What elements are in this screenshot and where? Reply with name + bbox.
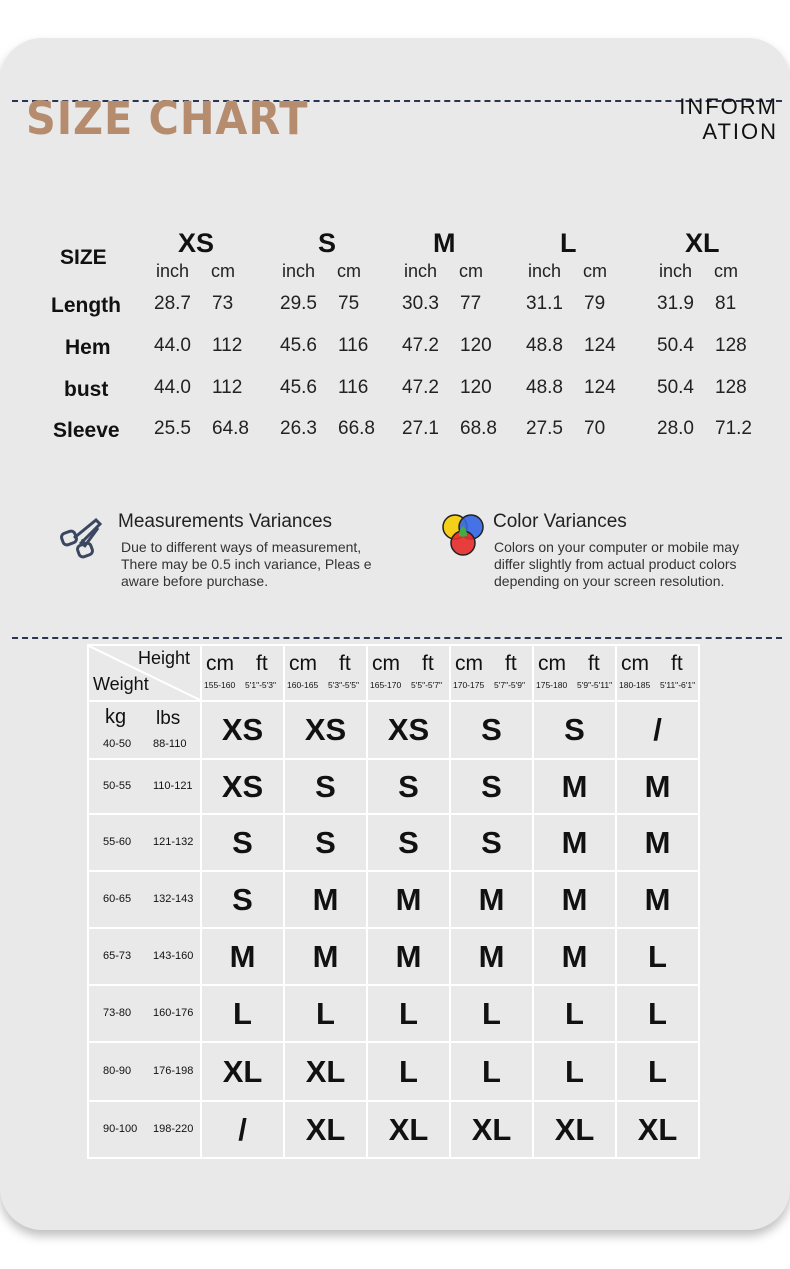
size-column-header: M xyxy=(433,228,456,258)
recommended-size-cell: XL xyxy=(201,1042,284,1101)
color-text-line: Colors on your computer or mobile may xyxy=(494,539,740,555)
measurement-row-label: Hem xyxy=(65,336,111,359)
recommended-size-cell: L xyxy=(450,985,533,1042)
recommended-size-cell: L xyxy=(367,985,450,1042)
height-ft-range: 5'1"-5'3" xyxy=(245,680,277,690)
recommended-size-cell: S xyxy=(450,759,533,814)
measurement-cm-value: 71.2 xyxy=(715,418,752,439)
weight-range-cell xyxy=(88,1101,201,1158)
unit-cm-label: cm xyxy=(583,261,607,281)
weight-row xyxy=(88,871,699,928)
recommended-size-cell: S xyxy=(284,814,367,871)
measurement-row-label: Length xyxy=(51,294,121,317)
recommended-size-cell: M xyxy=(450,871,533,928)
measurement-cm-value: 124 xyxy=(584,377,616,398)
height-cm-range: 165-170 xyxy=(370,680,402,690)
size-header-label: SIZE xyxy=(60,246,107,269)
measurement-cm-value: 120 xyxy=(460,335,492,356)
recommended-size-cell: XL xyxy=(284,1042,367,1101)
recommended-size-cell: XS xyxy=(284,701,367,759)
height-cm-range: 175-180 xyxy=(536,680,568,690)
measurement-text-line: aware before purchase. xyxy=(121,573,269,589)
weight-range-cell xyxy=(88,759,201,814)
measurement-cm-value: 79 xyxy=(584,293,606,314)
measurement-inch-value: 31.9 xyxy=(657,293,694,314)
weight-kg-range: 55-60 xyxy=(103,836,132,848)
measurement-cm-value: 70 xyxy=(584,418,606,439)
measurement-row-label: Sleeve xyxy=(53,419,120,442)
recommended-size-cell: L xyxy=(616,928,699,985)
measurement-inch-value: 28.0 xyxy=(657,418,694,439)
recommended-size-cell: L xyxy=(367,1042,450,1101)
recommended-size-cell: XL xyxy=(533,1101,616,1158)
weight-lbs-range: 132-143 xyxy=(153,893,194,905)
recommended-size-cell: XL xyxy=(616,1101,699,1158)
unit-ft-label: ft xyxy=(588,652,600,675)
color-variances-title: Color Variances xyxy=(493,511,627,532)
measurement-inch-value: 28.7 xyxy=(154,293,191,314)
weight-kg-range: 73-80 xyxy=(103,1007,132,1019)
height-ft-range: 5'11"-6'1" xyxy=(660,680,696,690)
measurement-row-label: bust xyxy=(64,378,109,401)
measurement-cm-value: 68.8 xyxy=(460,418,497,439)
height-ft-range: 5'7"-5'9" xyxy=(494,680,526,690)
scissors-icon xyxy=(56,514,106,564)
weight-row xyxy=(88,759,699,814)
height-cm-range: 160-165 xyxy=(287,680,319,690)
weight-kg-range: 65-73 xyxy=(103,950,132,962)
measurement-cm-value: 124 xyxy=(584,335,616,356)
measurement-inch-value: 30.3 xyxy=(402,293,439,314)
recommended-size-cell: XL xyxy=(284,1101,367,1158)
recommended-size-cell: XS xyxy=(201,759,284,814)
unit-lbs-label: lbs xyxy=(156,708,181,729)
weight-kg-range: 60-65 xyxy=(103,893,132,905)
weight-lbs-range: 198-220 xyxy=(153,1123,194,1135)
unit-inch-label: inch xyxy=(282,261,316,281)
page-title: SIZE CHART xyxy=(26,92,309,145)
recommended-size-cell: S xyxy=(367,814,450,871)
measurement-inch-value: 44.0 xyxy=(154,377,191,398)
recommended-size-cell: M xyxy=(533,928,616,985)
recommended-size-cell: / xyxy=(201,1101,284,1158)
unit-cm-label: cm xyxy=(455,652,483,675)
recommended-size-cell: M xyxy=(533,759,616,814)
measurement-inch-value: 50.4 xyxy=(657,335,694,356)
weight-lbs-range: 143-160 xyxy=(153,950,194,962)
weight-label: Weight xyxy=(93,674,149,694)
unit-cm-label: cm xyxy=(337,261,361,281)
height-label: Height xyxy=(138,648,191,668)
height-column-header xyxy=(616,645,699,701)
recommended-size-cell: / xyxy=(616,701,699,759)
height-column-header xyxy=(201,645,284,701)
weight-kg-range: 40-50 xyxy=(103,738,132,750)
color-variances-text xyxy=(494,539,739,590)
recommended-size-cell: M xyxy=(616,871,699,928)
unit-cm-label: cm xyxy=(459,261,483,281)
weight-row xyxy=(88,1042,699,1101)
recommended-size-cell: XL xyxy=(450,1101,533,1158)
measurement-cm-value: 116 xyxy=(338,377,369,398)
height-ft-range: 5'9"-5'11" xyxy=(577,680,613,690)
unit-ft-label: ft xyxy=(505,652,517,675)
unit-ft-label: ft xyxy=(256,652,268,675)
weight-row xyxy=(88,814,699,871)
information-line-1: INFORM xyxy=(679,94,778,119)
height-column-header xyxy=(367,645,450,701)
height-cm-range: 170-175 xyxy=(453,680,485,690)
weight-range-cell xyxy=(88,1042,201,1101)
recommended-size-cell: M xyxy=(533,871,616,928)
measurement-variances-text xyxy=(121,539,372,590)
measurement-cm-value: 75 xyxy=(338,293,360,314)
measurement-inch-value: 44.0 xyxy=(154,335,191,356)
measurement-cm-value: 128 xyxy=(715,335,747,356)
weight-range-cell xyxy=(88,814,201,871)
measurement-cm-value: 112 xyxy=(212,335,243,356)
recommended-size-cell: S xyxy=(284,759,367,814)
size-column-header: XL xyxy=(685,228,720,258)
unit-cm-label: cm xyxy=(714,261,738,281)
recommended-size-cell: L xyxy=(450,1042,533,1101)
measurement-text-line: Due to different ways of measurement, xyxy=(121,539,362,555)
unit-inch-label: inch xyxy=(156,261,190,281)
unit-inch-label: inch xyxy=(404,261,438,281)
recommended-size-cell: M xyxy=(367,871,450,928)
recommended-size-cell: S xyxy=(367,759,450,814)
weight-lbs-range: 110-121 xyxy=(153,780,193,792)
measurement-inch-value: 48.8 xyxy=(526,335,563,356)
measurement-inch-value: 27.1 xyxy=(402,418,439,439)
weight-range-cell xyxy=(88,701,201,759)
unit-cm-label: cm xyxy=(372,652,400,675)
measurement-inch-value: 31.1 xyxy=(526,293,563,314)
measurement-inch-value: 25.5 xyxy=(154,418,191,439)
measurement-inch-value: 47.2 xyxy=(402,377,439,398)
measurement-cm-value: 128 xyxy=(715,377,747,398)
height-cm-range: 155-160 xyxy=(204,680,236,690)
information-line-2: ATION xyxy=(702,119,778,144)
recommended-size-cell: XL xyxy=(367,1101,450,1158)
unit-ft-label: ft xyxy=(422,652,434,675)
unit-ft-label: ft xyxy=(339,652,351,675)
recommended-size-cell: L xyxy=(533,985,616,1042)
recommended-size-cell: L xyxy=(284,985,367,1042)
height-ft-range: 5'5"-5'7" xyxy=(411,680,443,690)
measurement-inch-value: 48.8 xyxy=(526,377,563,398)
recommended-size-cell: XS xyxy=(201,701,284,759)
size-column-header: S xyxy=(318,228,337,258)
recommended-size-cell: S xyxy=(201,814,284,871)
color-text-line: depending on your screen resolution. xyxy=(494,573,725,589)
unit-cm-label: cm xyxy=(206,652,234,675)
weight-row xyxy=(88,1101,699,1158)
height-column-header xyxy=(533,645,616,701)
weight-lbs-range: 176-198 xyxy=(153,1065,194,1077)
measurement-cm-value: 64.8 xyxy=(212,418,249,439)
measurement-inch-value: 45.6 xyxy=(280,335,317,356)
measurement-text-line: There may be 0.5 inch variance, Pleas e xyxy=(121,556,372,572)
weight-lbs-range: 160-176 xyxy=(153,1007,194,1019)
recommended-size-cell: M xyxy=(450,928,533,985)
weight-row xyxy=(88,985,699,1042)
weight-kg-range: 80-90 xyxy=(103,1065,132,1077)
recommended-size-cell: M xyxy=(201,928,284,985)
weight-kg-range: 50-55 xyxy=(103,780,132,792)
weight-range-cell xyxy=(88,871,201,928)
height-column-header xyxy=(450,645,533,701)
header-corner-cell xyxy=(88,645,201,701)
weight-range-cell xyxy=(88,928,201,985)
measurement-cm-value: 77 xyxy=(460,293,482,314)
middle-divider xyxy=(12,637,782,639)
color-wheel-icon xyxy=(440,512,488,560)
height-weight-size-table xyxy=(87,644,700,1159)
measurement-cm-value: 116 xyxy=(338,335,369,356)
recommended-size-cell: S xyxy=(201,871,284,928)
weight-kg-range: 90-100 xyxy=(103,1123,138,1135)
unit-cm-label: cm xyxy=(289,652,317,675)
measurement-cm-value: 120 xyxy=(460,377,492,398)
recommended-size-cell: M xyxy=(616,814,699,871)
measurement-variances-title: Measurements Variances xyxy=(118,511,333,532)
measurement-inch-value: 26.3 xyxy=(280,418,317,439)
height-header-row xyxy=(88,645,699,701)
size-column-header: XS xyxy=(178,228,215,258)
height-cm-range: 180-185 xyxy=(619,680,651,690)
recommended-size-cell: XS xyxy=(367,701,450,759)
measurement-cm-value: 112 xyxy=(212,377,243,398)
recommended-size-cell: M xyxy=(616,759,699,814)
weight-lbs-range: 121-132 xyxy=(153,836,194,848)
measurement-cm-value: 81 xyxy=(715,293,737,314)
color-text-line: differ slightly from actual product colors xyxy=(494,556,737,572)
recommended-size-cell: M xyxy=(284,871,367,928)
measurement-cm-value: 73 xyxy=(212,293,234,314)
measurement-inch-value: 47.2 xyxy=(402,335,439,356)
unit-ft-label: ft xyxy=(671,652,683,675)
unit-cm-label: cm xyxy=(621,652,649,675)
recommended-size-cell: S xyxy=(450,701,533,759)
size-column-header: L xyxy=(560,228,577,258)
measurement-inch-value: 45.6 xyxy=(280,377,317,398)
measurement-cm-value: 66.8 xyxy=(338,418,375,439)
recommended-size-cell: M xyxy=(367,928,450,985)
weight-range-cell xyxy=(88,985,201,1042)
recommended-size-cell: S xyxy=(533,701,616,759)
recommended-size-cell: L xyxy=(616,985,699,1042)
measurement-inch-value: 27.5 xyxy=(526,418,563,439)
unit-inch-label: inch xyxy=(659,261,693,281)
unit-kg-label: kg xyxy=(105,706,127,728)
measurement-inch-value: 50.4 xyxy=(657,377,694,398)
unit-cm-label: cm xyxy=(538,652,566,675)
recommended-size-cell: L xyxy=(533,1042,616,1101)
recommended-size-cell: L xyxy=(201,985,284,1042)
weight-row xyxy=(88,701,699,759)
weight-lbs-range: 88-110 xyxy=(153,738,187,750)
weight-row xyxy=(88,928,699,985)
recommended-size-cell: S xyxy=(450,814,533,871)
measurement-inch-value: 29.5 xyxy=(280,293,317,314)
recommended-size-cell: M xyxy=(533,814,616,871)
height-column-header xyxy=(284,645,367,701)
unit-inch-label: inch xyxy=(528,261,562,281)
unit-cm-label: cm xyxy=(211,261,235,281)
recommended-size-cell: M xyxy=(284,928,367,985)
height-ft-range: 5'3"-5'5" xyxy=(328,680,360,690)
recommended-size-cell: L xyxy=(616,1042,699,1101)
information-label xyxy=(679,94,778,144)
